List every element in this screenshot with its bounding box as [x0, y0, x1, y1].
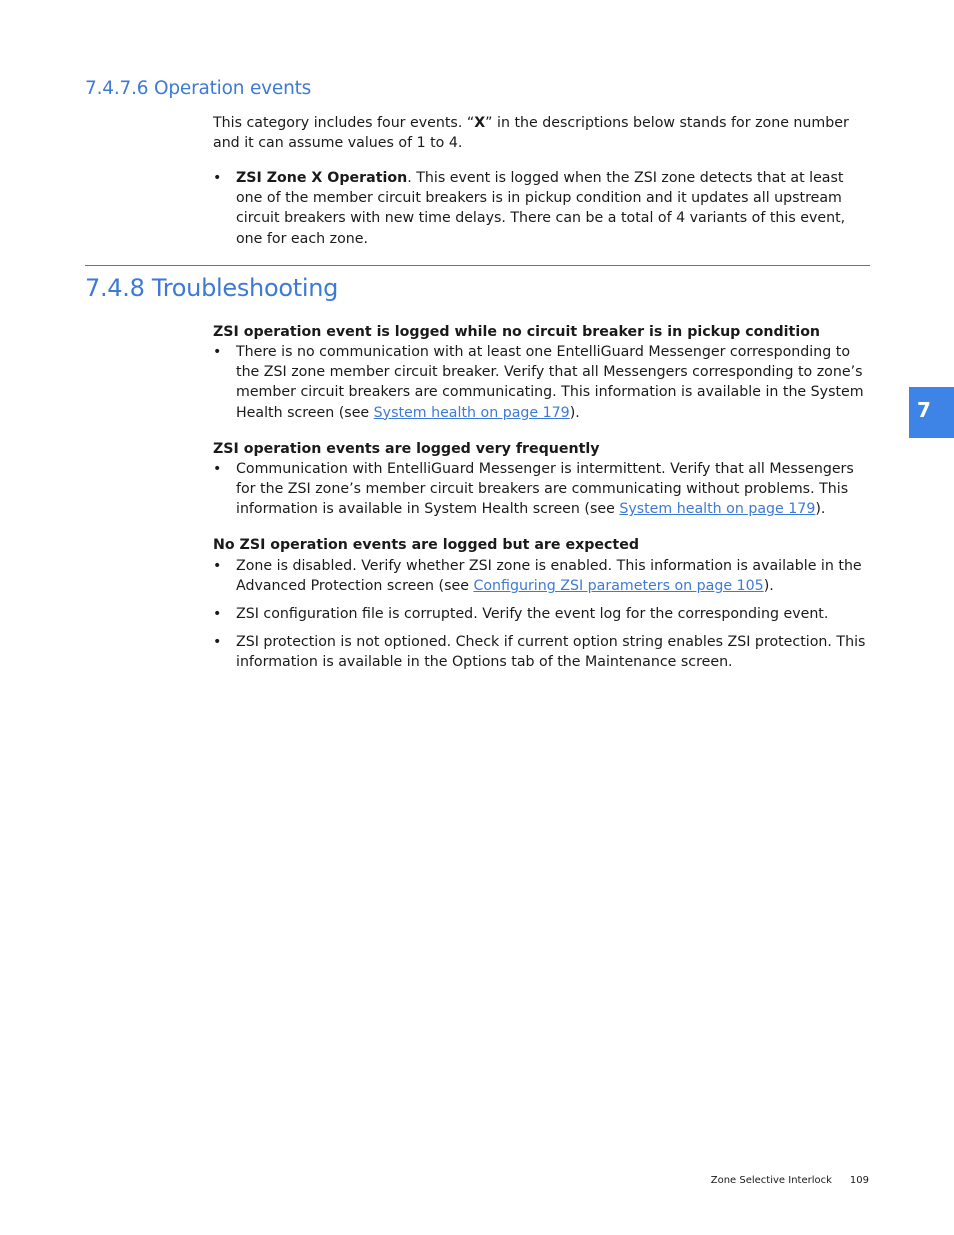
issue-title-1: ZSI operation event is logged while no circuit breaker is in pickup condition: [213, 324, 821, 340]
footer-title: Zone Selective Interlock: [710, 1175, 832, 1186]
link-system-health[interactable]: System health on page 179: [619, 501, 816, 518]
intro-paragraph: [213, 113, 871, 153]
issue-title-2: ZSI operation events are logged very frequently: [213, 441, 600, 457]
issue3-bullet3-text: ZSI protection is not optioned. Check if current option string enables ZSI protection. This information is available in the Options tab of the Maintenance screen.: [236, 634, 866, 671]
bullet-dot: •: [213, 461, 222, 477]
chapter-tab[interactable]: [909, 387, 954, 438]
issue1-text-end: ).: [569, 404, 580, 421]
issue2-text-end: ).: [815, 501, 826, 518]
list-item: [213, 342, 871, 423]
intro-bold-x: X: [474, 115, 486, 131]
list-item: [213, 604, 871, 624]
bullet-dot: •: [213, 170, 222, 186]
issue1-text: There is no communication with at least one EntelliGuard Messenger corresponding to the ZSI zone member circuit breaker. Verify that all Messengers corresponding to zone’s member circuit breakers are communicating. This information is available in the System Health screen (see: [236, 344, 864, 421]
event-description: . This event is logged when the ZSI zone detects that at least one of the member circuit breakers is in pickup condition and it updates all upstream circuit breakers with new time delays. There can be a total of 4 variants of this event, one for each zone.: [236, 170, 846, 247]
link-configuring-zsi[interactable]: Configuring ZSI parameters on page 105: [473, 578, 764, 595]
list-item: [213, 556, 871, 596]
issue3-bullet1-text: Zone is disabled. Verify whether ZSI zone is enabled. This information is available in the Advanced Protection screen (see: [236, 558, 862, 595]
issue2-text: Communication with EntelliGuard Messenger is intermittent. Verify that all Messengers for the ZSI zone’s member circuit breakers are communicating without problems. This information is available in System Health screen (see: [236, 461, 854, 518]
issue-title-3: No ZSI operation events are logged but are expected: [213, 537, 639, 553]
chapter-number: 7: [917, 398, 931, 422]
bullet-dot: •: [213, 558, 222, 574]
bullet-dot: •: [213, 634, 222, 650]
event-name: ZSI Zone X Operation: [236, 170, 408, 186]
issue3-bullet1-end: ).: [763, 578, 774, 595]
intro-text-part2: ” in the descriptions below stands for zone number and it can assume values of 1 to 4.: [213, 115, 849, 152]
list-item: [213, 632, 871, 672]
issue3-bullet2-text: ZSI configuration file is corrupted. Verify the event log for the corresponding event.: [236, 606, 829, 622]
section-heading-operation-events: 7.4.7.6 Operation events: [85, 78, 312, 99]
section-heading-troubleshooting: 7.4.8 Troubleshooting: [85, 274, 339, 302]
bullet-dot: •: [213, 606, 222, 622]
page-number: 109: [849, 1175, 869, 1186]
link-system-health[interactable]: System health on page 179: [373, 404, 570, 421]
section-divider: [85, 265, 870, 266]
intro-text-part1: This category includes four events. “: [213, 115, 475, 131]
list-item: [213, 459, 871, 520]
list-item: [213, 168, 871, 249]
page-footer: [711, 1175, 869, 1186]
bullet-dot: •: [213, 344, 222, 360]
